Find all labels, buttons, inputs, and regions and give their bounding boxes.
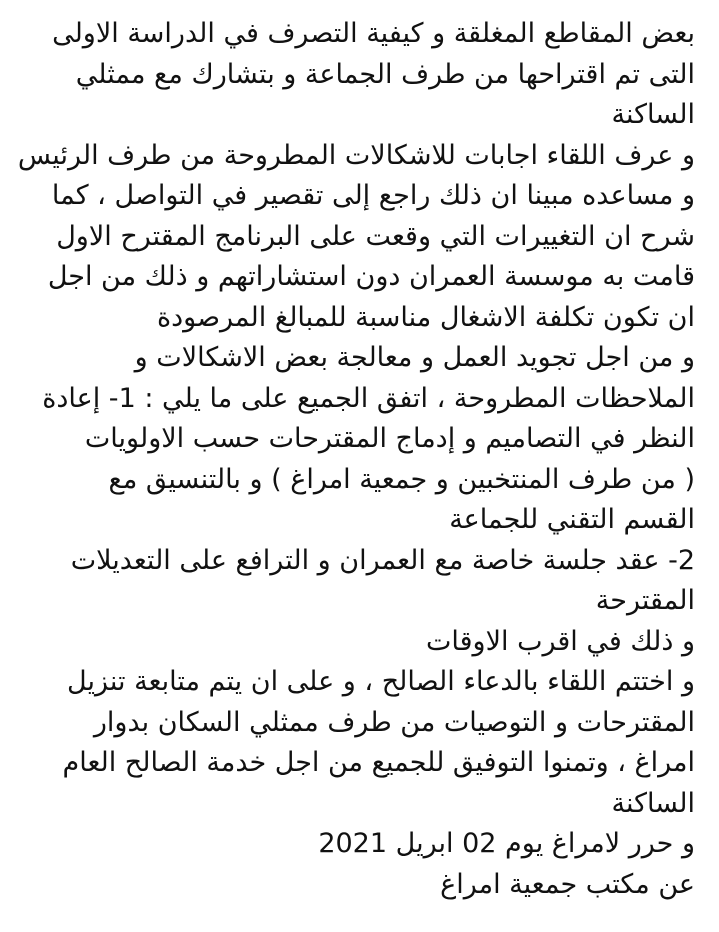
signature-line: عن مكتب جمعية امراغ — [440, 868, 695, 900]
text-line: الساكنة — [611, 787, 695, 819]
text-line: التى تم اقتراحها من طرف الجماعة و بتشارك مع ممثلي — [75, 58, 695, 90]
text-line: امراغ ، وتمنوا التوفيق للجميع من اجل خدمة الصالح العام — [62, 747, 695, 778]
text-line: المقترحات و التوصيات من طرف ممثلي السكان بدوار — [93, 706, 695, 738]
text-line: و مساعده مبينا ان ذلك راجع إلى تقصير في التواصل ، كما — [51, 180, 695, 211]
text-line: و ذلك في اقرب الاوقات — [426, 625, 695, 657]
text-line: بعض المقاطع المغلقة و كيفية التصرف في الدراسة الاولى — [52, 18, 695, 49]
text-line: و اختتم اللقاء بالدعاء الصالح ، و على ان يتم متابعة تنزيل — [67, 666, 695, 697]
text-line: الملاحظات المطروحة ، اتفق الجميع على ما يلي : 1- إعادة — [42, 382, 695, 414]
text-line: القسم التقني للجماعة — [449, 504, 695, 535]
text-line: المقترحة — [595, 585, 695, 616]
text-line: الساكنة — [611, 99, 695, 130]
text-line: شرح ان التغييرات التي وقعت على البرنامج المقترح الاول — [56, 220, 695, 252]
document-body-text — [13, 14, 695, 905]
text-line: و عرف اللقاء اجابات للاشكالات المطروحة من طرف الرئيس — [17, 139, 695, 171]
text-line: النظر في التصاميم و إدماج المقترحات حسب الاولويات — [84, 423, 695, 454]
text-line: و من اجل تجويد العمل و معالجة بعض الاشكالات و — [134, 342, 695, 373]
text-line: ( من طرف المنتخبين و جمعية امراغ ) و بالتنسيق مع — [108, 463, 695, 495]
date-line: و حرر لامراغ يوم 02 ابريل 2021 — [318, 828, 695, 859]
text-line: قامت به موسسة العمران دون استشاراتهم و ذلك من اجل — [47, 261, 695, 292]
text-line: ان تكون تكلفة الاشغال مناسبة للمبالغ المرصودة — [156, 301, 695, 333]
text-line: 2- عقد جلسة خاصة مع العمران و الترافع على التعديلات — [70, 544, 695, 576]
